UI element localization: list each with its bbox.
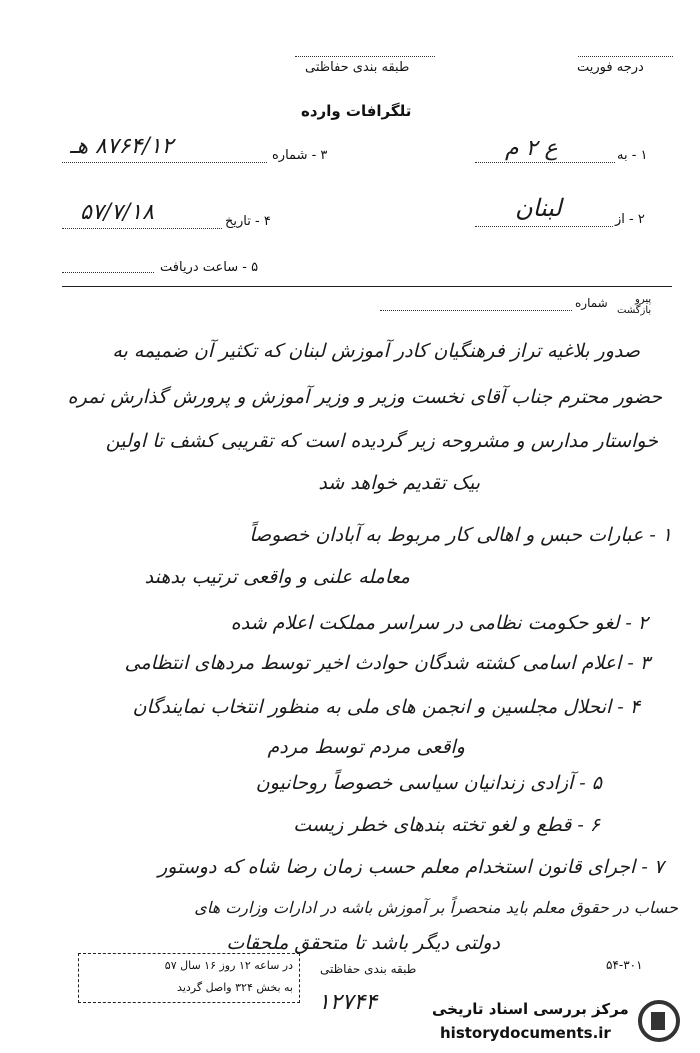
body-line: معامله علنی و واقعی ترتیب بدهند [144,566,410,588]
classification-label: طبقه بندی حفاظتی [305,60,410,75]
body-line: ۶ - قطع و لغو تخته بندهای خطر زیست [293,814,600,836]
priority-label: درجه فوریت [577,60,644,75]
watermark-website: historydocuments.ir [440,1024,611,1042]
number-value: ۸۷۶۴/۱۲ هـ [70,134,174,159]
footer-classification-label: طبقه بندی حفاظتی [320,962,417,976]
receipt-stamp-line1: در ساعه ۱۲ روز ۱۶ سال ۵۷ [164,959,293,972]
number-label: ۳ - شماره [272,148,328,163]
body-line: ۳ - اعلام اسامی کشته شدگان حوادث اخیر توسط مردهای انتظامی [124,652,650,674]
body-line: حساب در حقوق معلم باید منحصراً بر آموزش باشه در ادارات وزارت های [194,898,678,917]
watermark-org-name: مرکز بررسی اسناد تاریخی [432,1000,629,1018]
date-value: ۵۷/۷/۱۸ [80,200,154,225]
date-label: ۴ - تاریخ [225,214,271,229]
followup-number-label: شماره [575,296,608,310]
body-line: ۵ - آزادی زندانیان سیاسی خصوصاً روحانیون [255,772,602,794]
receipt-stamp-line2: به بخش ۳۲۴ واصل گردید [177,981,293,994]
to-label: ۱ - به [617,148,648,163]
body-line: ۷ - اجرای قانون استخدام معلم حسب زمان رضا شاه که دوستور [158,856,664,878]
body-line: ۴ - انحلال مجلسین و انجمن های ملی به منظور انتخاب نمایندگان [132,696,640,718]
document-code: ۵۴-۳۰۱ [606,958,643,972]
handwritten-file-number: ۱۲۷۴۴ [318,990,378,1015]
followup-line1: پیرو [635,294,652,305]
body-line: ۲ - لغو حکومت نظامی در سراسر مملکت اعلام شده [230,612,648,634]
to-value: ع ۲ م [505,136,558,161]
body-line: حضور محترم جناب آقای نخست وزیر و وزیر آموزش و پرورش گذارش نمره [67,386,662,408]
followup-line2: بازگشت [617,305,652,316]
receipt-time-label: ۵ - ساعت دریافت [160,260,259,275]
body-line: ۱ - عبارات حبس و اهالی کار مربوط به آبادان خصوصاً [249,524,672,546]
receipt-stamp-box [78,953,300,1003]
from-label: ۲ - از [615,212,645,227]
body-line: خواستار مدارس و مشروحه زیر گردیده است که تقریبی کشف تا اولین [105,430,658,452]
body-line: واقعی مردم توسط مردم [267,736,465,758]
body-line: بیک تقدیم خواهد شد [318,472,480,494]
from-value: لبنان [515,194,562,222]
body-line: صدور بلاغیه تراز فرهنگیان کادر آموزش لبنان که تکثیر آن ضمیمه به [112,340,640,362]
document-title: تلگرافات وارده [301,102,412,120]
body-line: دولتی دیگر باشد تا متحقق ملحقات [226,932,500,954]
archive-logo-icon [638,1000,680,1042]
